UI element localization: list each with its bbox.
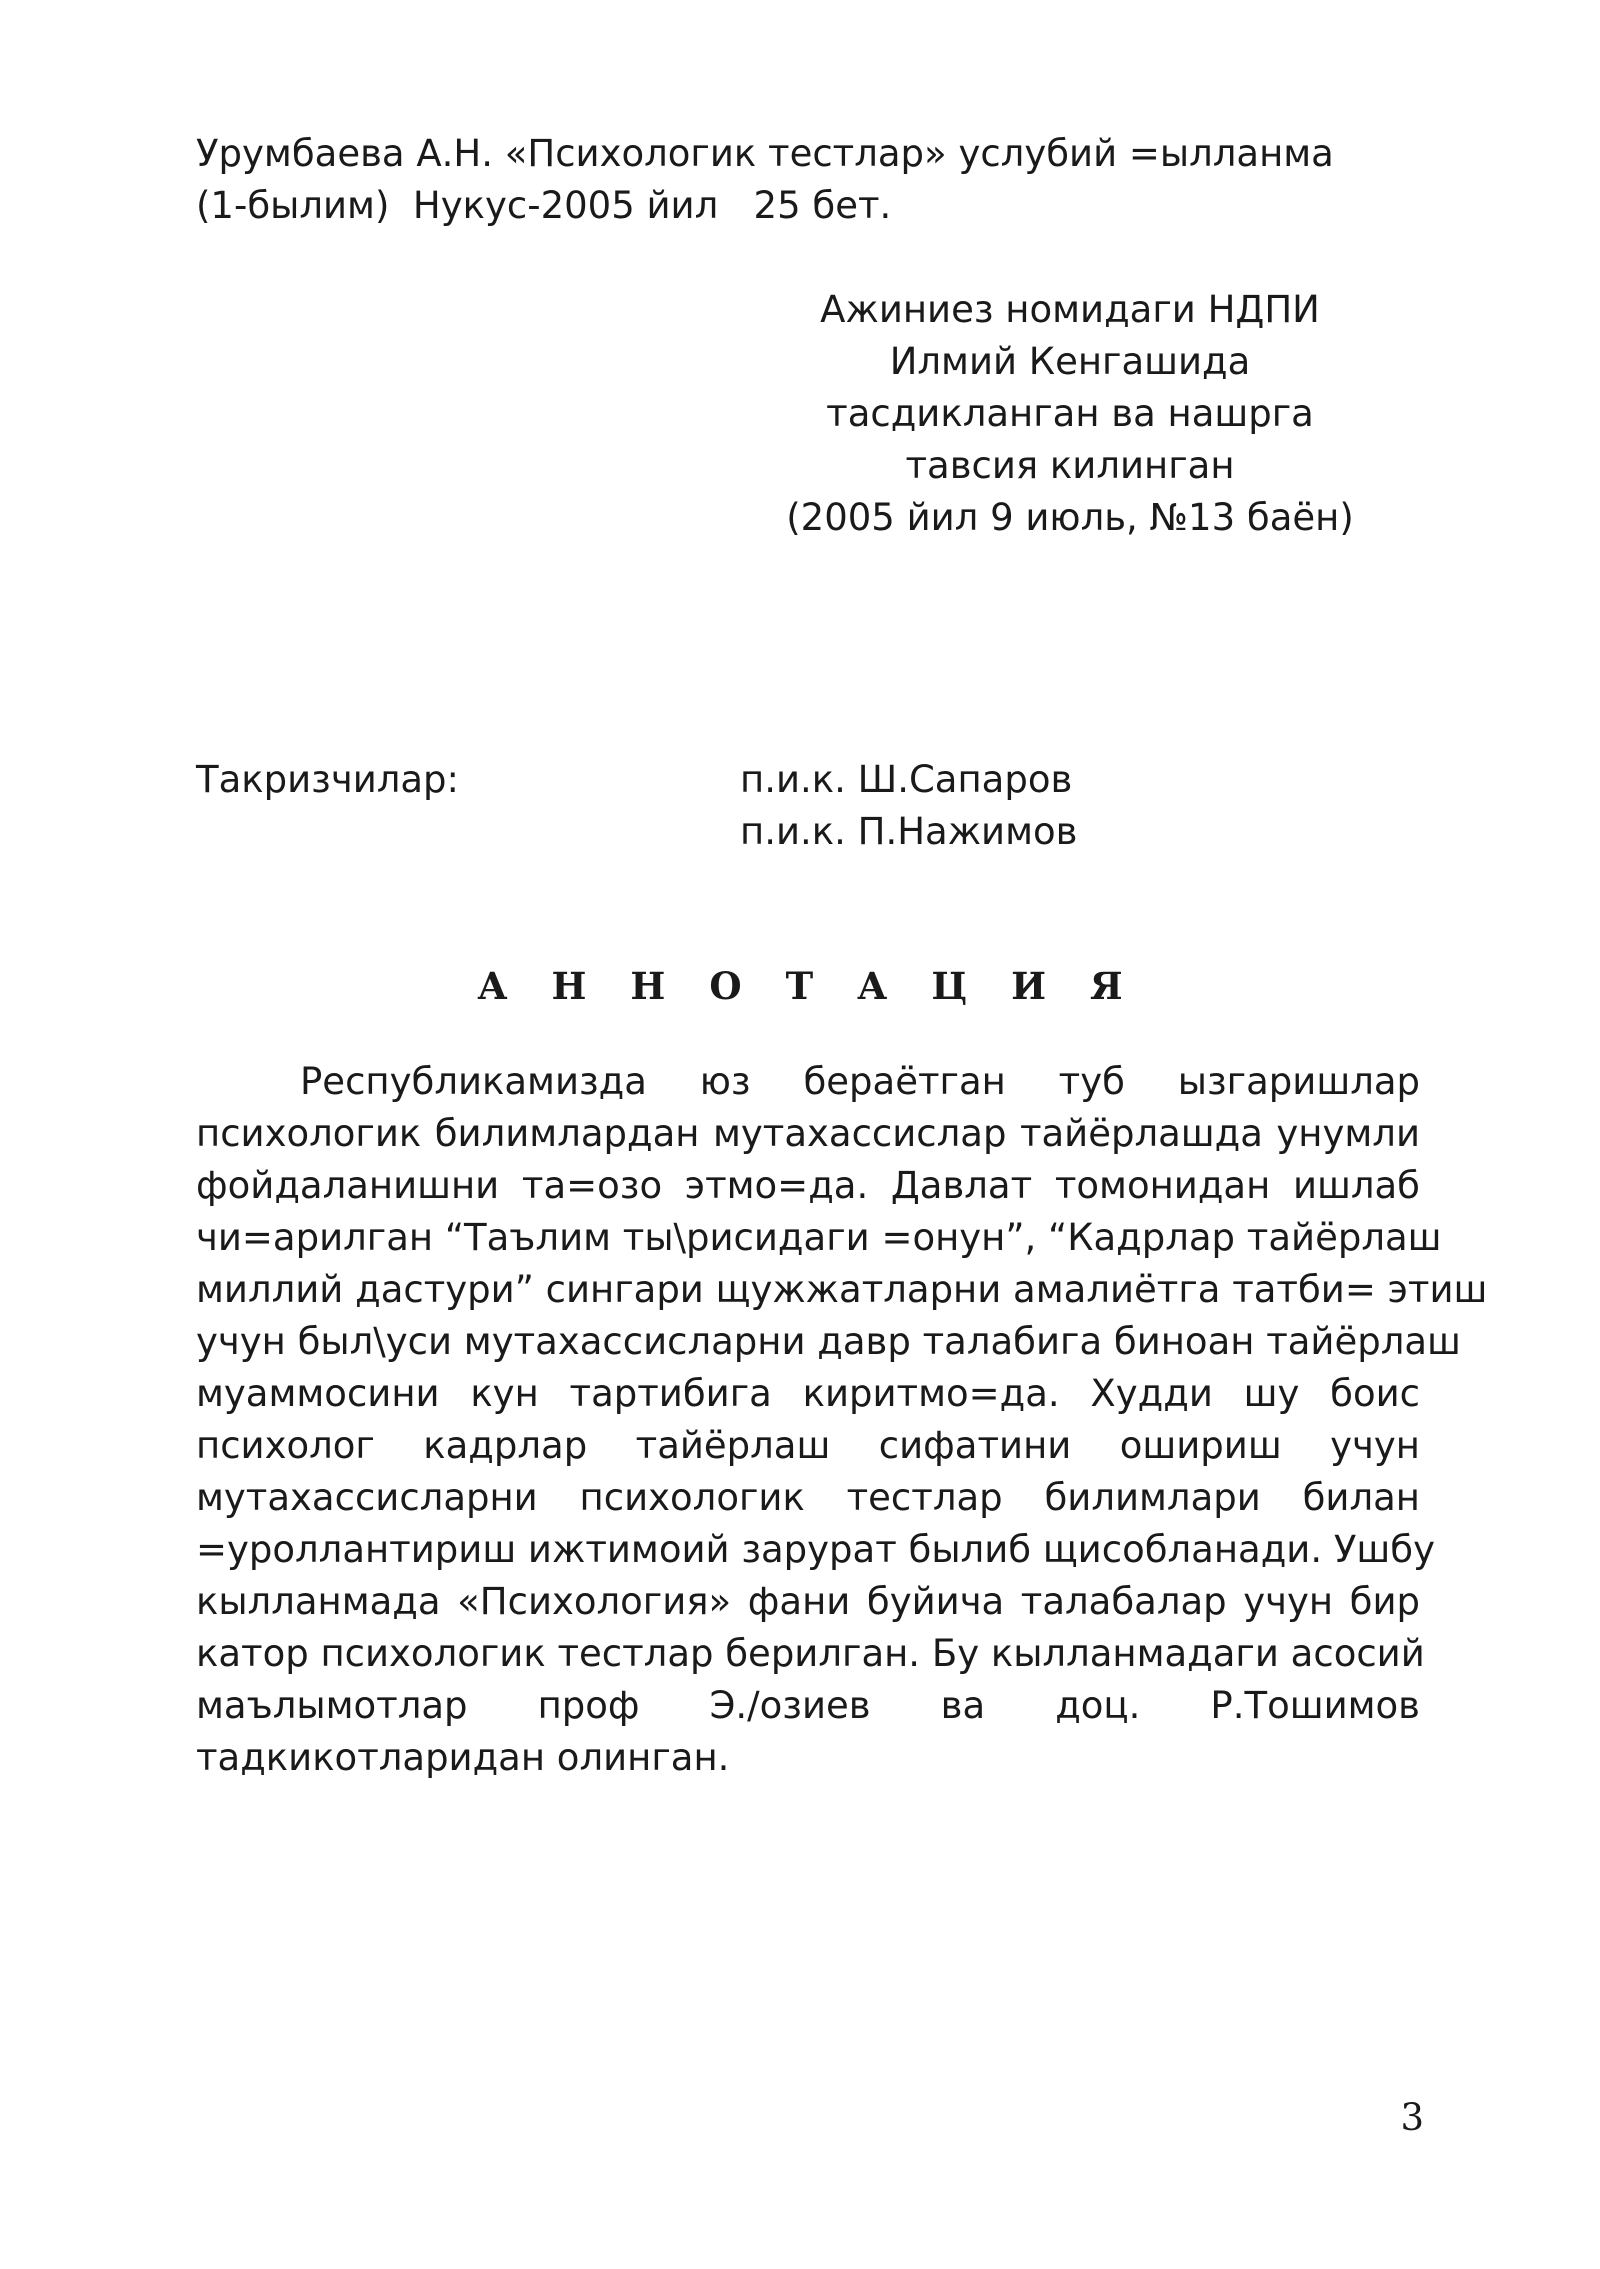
heading-letter: А bbox=[857, 964, 888, 1008]
annotation-line: мутахассисларни психологик тестлар билимлари билан bbox=[196, 1476, 1420, 1519]
annotation-heading bbox=[0, 960, 1600, 1012]
annotation-line: Республикамизда юз бераётган туб ызгаришлар bbox=[300, 1060, 1420, 1103]
annotation-line: фойдаланишни та=озо этмо=да. Давлат томонидан ишлаб bbox=[196, 1164, 1420, 1207]
approval-line: Ажиниез номидаги НДПИ bbox=[820, 288, 1320, 331]
approval-line: тасдикланган ва нашрга bbox=[826, 392, 1314, 435]
annotation-line: психологик билимлардан мутахассислар тайёрлашда унумли bbox=[196, 1112, 1420, 1155]
annotation-line: катор психологик тестлар берилган. Бу кылланмадаги асосий bbox=[196, 1632, 1425, 1675]
reviewers-list bbox=[740, 754, 1077, 858]
reviewer-name: п.и.к. Ш.Сапаров bbox=[740, 758, 1073, 801]
annotation-line: муаммосини кун тартибига киритмо=да. Худди шу боис bbox=[196, 1372, 1420, 1415]
annotation-line: кылланмада «Психология» фани буйича талабалар учун бир bbox=[196, 1580, 1420, 1623]
reviewer-name: п.и.к. П.Нажимов bbox=[740, 810, 1078, 853]
heading-letter: Ц bbox=[931, 964, 968, 1008]
annotation-line: миллий дастури” сингари щужжатларни амалиётга татби= этиш bbox=[196, 1268, 1488, 1311]
heading-letter: Н bbox=[630, 964, 666, 1008]
annotation-line: психолог кадрлар тайёрлаш сифатини ошириш учун bbox=[196, 1424, 1420, 1467]
annotation-line: маълымотлар проф Э./озиев ва доц. Р.Тошимов bbox=[196, 1684, 1420, 1727]
approval-line: (2005 йил 9 июль, №13 баён) bbox=[786, 496, 1354, 539]
heading-letter: О bbox=[709, 964, 742, 1008]
page-number: 3 bbox=[1400, 2096, 1424, 2139]
approval-block bbox=[770, 284, 1370, 544]
annotation-line: учун был\уси мутахассисларни давр талабига биноан тайёрлаш bbox=[196, 1320, 1461, 1363]
heading-letter: Н bbox=[551, 964, 587, 1008]
annotation-line: =уроллантириш ижтимоий зарурат былиб щисобланади. Ушбу bbox=[196, 1528, 1435, 1571]
heading-letter: А bbox=[477, 964, 508, 1008]
citation-line-1: Урумбаева А.Н. «Психологик тестлар» услубий =ылланма bbox=[196, 132, 1334, 175]
heading-letter: И bbox=[1011, 964, 1047, 1008]
annotation-line: чи=арилган “Таълим ты\рисидаги =онун”, “Кадрлар тайёрлаш bbox=[196, 1216, 1442, 1259]
heading-letter: Я bbox=[1090, 964, 1123, 1008]
heading-letter: Т bbox=[785, 964, 814, 1008]
annotation-line: тадкикотларидан олинган. bbox=[196, 1736, 730, 1779]
annotation-body bbox=[196, 1056, 1488, 1784]
citation-line-2: (1-былим) Нукус-2005 йил 25 бет. bbox=[196, 184, 892, 227]
approval-line: Илмий Кенгашида bbox=[889, 340, 1251, 383]
approval-line: тавсия килинган bbox=[905, 444, 1235, 487]
reviewers-label: Такризчилар: bbox=[196, 758, 460, 801]
